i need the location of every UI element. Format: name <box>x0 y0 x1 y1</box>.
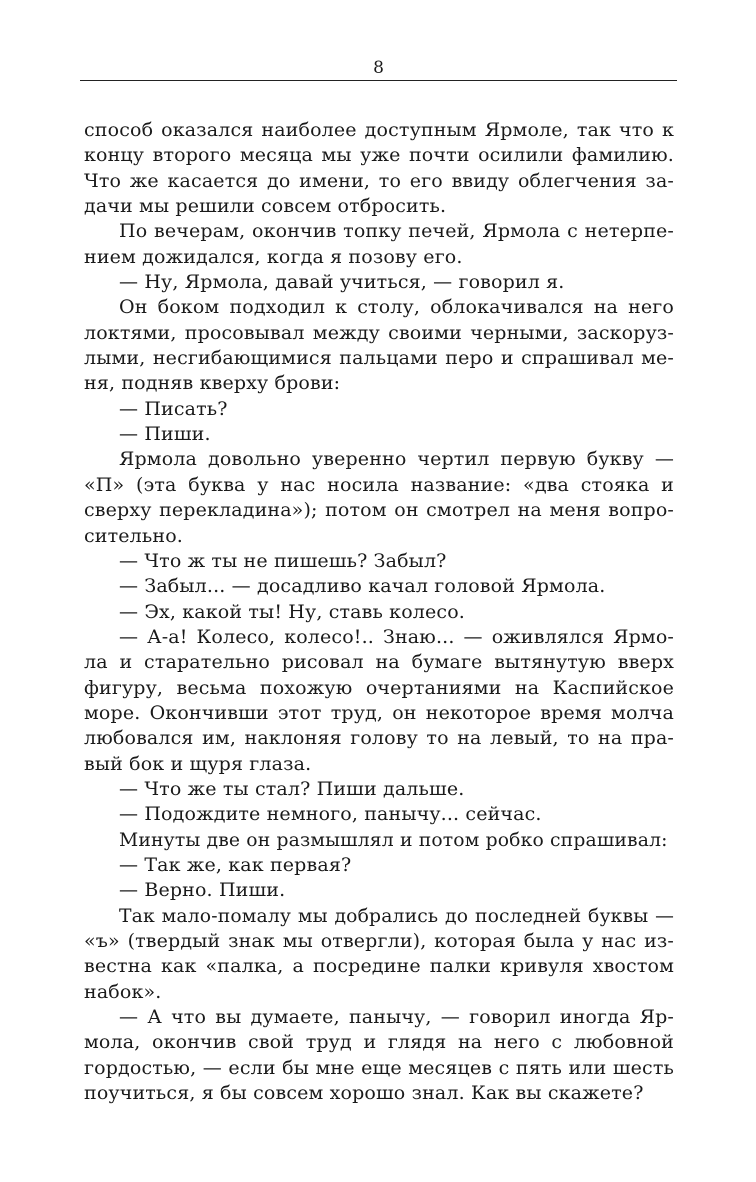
text-line: вый бок и щуря глаза. <box>84 752 312 775</box>
text-line: ня, подняв кверху брови: <box>84 372 341 395</box>
text-line: — Пиши. <box>119 423 211 446</box>
text-line: вестна как «палка, а посредине палки кривуля хвостом <box>84 955 674 978</box>
text-line: — А-а! Колесо, колесо!.. Знаю... — оживлялся Ярмо- <box>119 625 674 648</box>
header-divider <box>80 80 677 81</box>
text-line: дачи мы решили совсем отбросить. <box>84 195 447 218</box>
text-line: ла и старательно рисовал на бумаге вытянутую вверх <box>84 651 674 674</box>
text-line: По вечерам, окончив топку печей, Ярмола с нетерпе- <box>119 220 674 243</box>
text-line: сверху перекладина»); потом он смотрел на меня вопро- <box>84 499 674 522</box>
body-text <box>84 118 674 1106</box>
text-line: концу второго месяца мы уже почти осилили фамилию. <box>84 144 674 167</box>
text-line: сительно. <box>84 524 183 547</box>
text-line: — Верно. Пиши. <box>119 879 286 902</box>
text-line: Так мало-помалу мы добрались до последней буквы — <box>119 905 674 927</box>
text-line: Минуты две он размышлял и потом робко спрашивал: <box>119 829 668 851</box>
text-line: Он боком подходил к столу, облокачивался на него <box>119 296 674 319</box>
text-line: мола, окончив свой труд и глядя на него с любовной <box>84 1031 674 1054</box>
text-line: фигуру, весьма похожую очертаниями на Каспийское <box>84 676 674 699</box>
text-line: — Что же ты стал? Пиши дальше. <box>119 777 465 800</box>
text-line: — А что вы думаете, панычу, — говорил иногда Яр- <box>119 1006 674 1029</box>
text-line: Что же касается до имени, то его ввиду облегчения за- <box>84 169 674 192</box>
page-number: 8 <box>373 58 384 78</box>
text-line: любовался им, наклоняя голову то на левый, то на пра- <box>84 727 674 750</box>
text-line: — Подождите немного, панычу... сейчас. <box>119 803 542 826</box>
text-line: — Ну, Ярмола, давай учиться, — говорил я. <box>119 271 565 294</box>
text-line: — Писать? <box>119 397 228 420</box>
text-line: «П» (эта буква у нас носила название: «два стояка и <box>84 473 674 496</box>
text-line: способ оказался наиболее доступным Ярмоле, так что к <box>84 119 674 141</box>
text-line: — Что ж ты не пишешь? Забыл? <box>119 549 447 572</box>
text-line: гордостью, — если бы мне еще месяцев с пять или шесть <box>84 1056 674 1079</box>
text-line: — Эх, какой ты! Ну, ставь колесо. <box>119 600 465 623</box>
text-line: поучиться, я бы совсем хорошо знал. Как вы скажете? <box>84 1082 644 1105</box>
text-line: нием дожидался, когда я позову его. <box>84 245 463 268</box>
text-line: «ъ» (твердый знак мы отвергли), которая была у нас из- <box>84 930 674 952</box>
text-line: — Так же, как первая? <box>119 853 352 876</box>
text-line: море. Окончивши этот труд, он некоторое время молча <box>84 701 674 724</box>
text-line: — Забыл... — досадливо качал головой Ярмола. <box>119 575 606 598</box>
text-line: Ярмола довольно уверенно чертил первую букву — <box>119 448 674 471</box>
text-line: набок». <box>84 980 162 1003</box>
text-line: локтями, просовывал между своими черными, заскоруз- <box>84 321 674 344</box>
text-line: лыми, несгибающимися пальцами перо и спрашивал ме- <box>84 347 674 370</box>
